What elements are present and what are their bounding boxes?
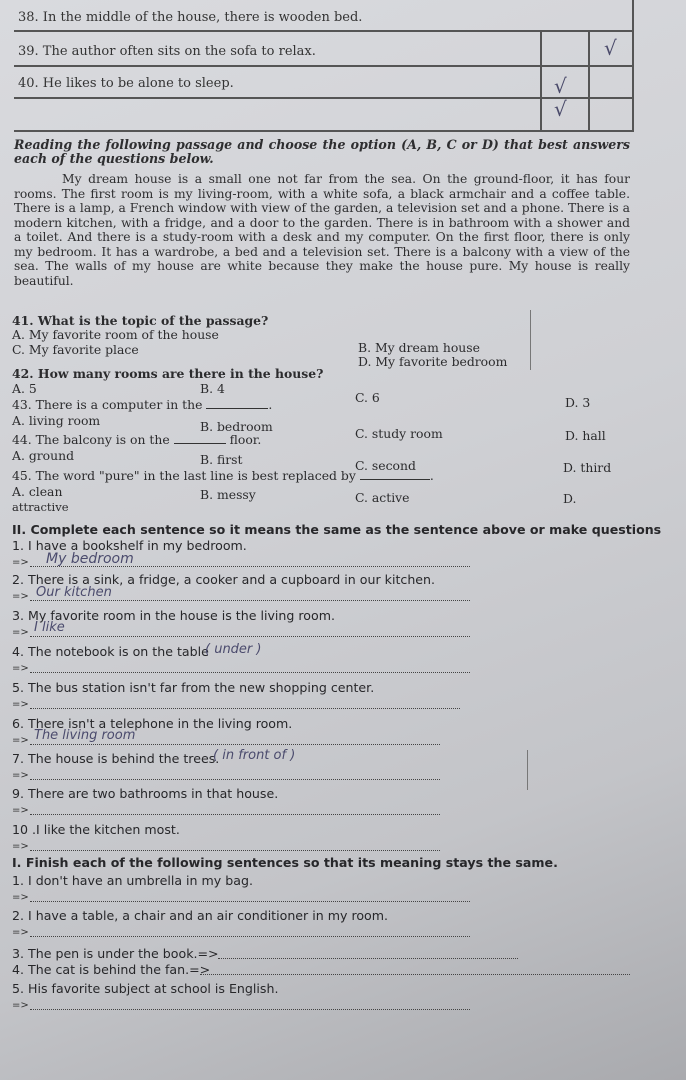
true-false-table: [14, 0, 634, 132]
answer-line: [30, 600, 470, 601]
section-2-item: 6. There isn't a telephone in the living room.: [12, 716, 293, 731]
answer-arrow: =>: [12, 663, 29, 674]
answer-line: [30, 901, 470, 902]
fold-line: [530, 310, 531, 370]
answer-line: [30, 814, 440, 815]
question-41: 41. What is the topic of the passage?: [12, 313, 269, 328]
table-column-divider: [540, 30, 542, 130]
question-45-end: .: [429, 468, 434, 483]
option-42a: A. 5: [12, 381, 37, 396]
reading-passage: My dream house is a small one not far from the sea. On the ground-floor, it has four rooms. The first room is my living-room, with a white sofa, a black armchair and a coffee table. There is a lamp, a French window with view of the garden, a television set and a phone. There is a modern kitchen, with a fridge, and a door to the garden. There is in bathroom with a shower and a toilet. And there is a study-room with a desk and my computer. On the first floor, there is only my bedroom. It has a wardrobe, a bed and a television set. There is a balcony with a view of the sea. The walls of my house are white because they make the house pure. My house is really beautiful.: [14, 172, 630, 288]
option-41b: B. My dream house: [358, 340, 480, 355]
option-41d: D. My favorite bedroom: [358, 354, 508, 369]
answer-arrow: =>: [12, 892, 29, 903]
section-3-item: 1. I don't have an umbrella in my bag.: [12, 873, 253, 888]
reading-instruction: Reading the following passage and choose the option (A, B, C or D) that best answers each of the questions below.: [14, 137, 630, 166]
section-3-item: 4. The cat is behind the fan.=>: [12, 962, 211, 977]
answer-arrow: =>: [12, 805, 29, 816]
option-42d: D. 3: [565, 395, 591, 410]
option-43c: C. study room: [355, 426, 443, 441]
answer-line: [30, 1009, 470, 1010]
question-45-text: 45. The word "pure" in the last line is best replaced by: [12, 468, 356, 483]
answer-arrow: =>: [12, 927, 29, 938]
check-mark-icon: √: [554, 74, 567, 98]
section-3-item: 5. His favorite subject at school is English.: [12, 981, 279, 996]
answer-arrow: =>: [12, 627, 29, 638]
section-2-item: 7. The house is behind the trees.: [12, 751, 220, 766]
answer-line: [30, 708, 460, 709]
handwritten-answer: My bedroom: [46, 551, 134, 567]
section-2-item: 9. There are two bathrooms in that house.: [12, 786, 279, 801]
answer-line: [218, 958, 518, 959]
answer-line: [200, 974, 630, 975]
question-43: [12, 397, 272, 412]
answer-arrow: =>: [12, 770, 29, 781]
handwritten-answer: ( under ): [205, 642, 262, 657]
option-45d: D.: [563, 491, 577, 506]
answer-line: [30, 636, 470, 637]
table-column-divider: [588, 30, 590, 130]
handwritten-answer: I like: [34, 620, 65, 635]
answer-arrow: =>: [12, 557, 29, 568]
option-41a: A. My favorite room of the house: [12, 327, 219, 342]
option-45c: C. active: [355, 490, 410, 505]
option-45a: A. clean: [12, 484, 63, 499]
option-41c: C. My favorite place: [12, 342, 139, 357]
section-2-item: 1. I have a bookshelf in my bedroom.: [12, 538, 247, 553]
section-2-title: II. Complete each sentence so it means the same as the sentence above or make questions: [12, 522, 662, 537]
answer-line: [30, 936, 470, 937]
answer-line: [30, 779, 440, 780]
table-row: 38. In the middle of the house, there is wooden bed.: [18, 10, 363, 25]
section-2-item: 4. The notebook is on the table: [12, 644, 209, 659]
answer-arrow: =>: [12, 735, 29, 746]
handwritten-answer: The living room: [34, 728, 136, 743]
section-2-item: 10 .I like the kitchen most.: [12, 822, 180, 837]
fold-line: [527, 750, 528, 790]
answer-arrow: =>: [12, 1000, 29, 1011]
option-42c: C. 6: [355, 390, 380, 405]
handwritten-answer: ( in front of ): [213, 748, 296, 763]
option-43d: D. hall: [565, 428, 606, 443]
option-44c: C. second: [355, 458, 416, 473]
answer-blank: [360, 479, 430, 480]
question-45: [12, 468, 434, 483]
table-row: 39. The author often sits on the sofa to relax.: [18, 44, 316, 59]
option-45b: B. messy: [200, 487, 256, 502]
question-42: 42. How many rooms are there in the house?: [12, 366, 324, 381]
option-43b: B. bedroom: [200, 419, 273, 434]
section-2-item: 2. There is a sink, a fridge, a cooker and a cupboard in our kitchen.: [12, 572, 436, 587]
answer-blank: [174, 443, 226, 444]
question-44: [12, 432, 261, 447]
section-2-item: 5. The bus station isn't far from the new shopping center.: [12, 680, 375, 695]
question-43-text: 43. There is a computer in the: [12, 397, 203, 412]
section-3-item: 3. The pen is under the book.=>: [12, 946, 219, 961]
option-45d-text: attractive: [12, 500, 69, 514]
answer-arrow: =>: [12, 591, 29, 602]
option-42b: B. 4: [200, 381, 225, 396]
handwritten-answer: Our kitchen: [36, 585, 112, 600]
check-mark-icon: √: [604, 36, 617, 60]
option-44d: D. third: [563, 460, 612, 475]
answer-arrow: =>: [12, 841, 29, 852]
section-2-item: 3. My favorite room in the house is the living room.: [12, 608, 335, 623]
question-44-end: floor.: [229, 432, 262, 447]
option-44a: A. ground: [12, 448, 75, 463]
answer-line: [30, 672, 470, 673]
section-3-item: 2. I have a table, a chair and an air conditioner in my room.: [12, 908, 389, 923]
answer-arrow: =>: [12, 699, 29, 710]
answer-line: [30, 744, 440, 745]
question-44-text: 44. The balcony is on the: [12, 432, 170, 447]
answer-blank: [206, 408, 268, 409]
answer-line: [30, 850, 440, 851]
check-mark-icon: √: [554, 97, 567, 121]
section-3-title: I. Finish each of the following sentences so that its meaning stays the same.: [12, 855, 558, 870]
option-43a: A. living room: [12, 413, 101, 428]
question-43-end: .: [268, 397, 273, 412]
table-row: 40. He likes to be alone to sleep.: [18, 76, 234, 91]
option-44b: B. first: [200, 452, 243, 467]
